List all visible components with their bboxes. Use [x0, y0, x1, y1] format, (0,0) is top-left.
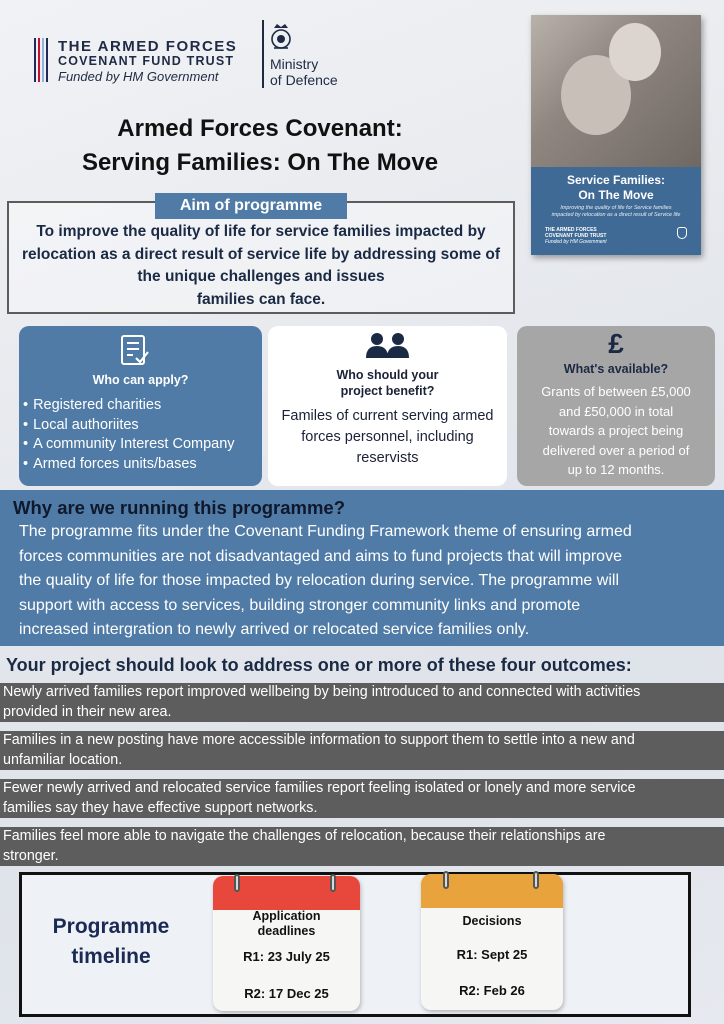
who-benefit-line2: forces personnel, including: [301, 429, 474, 445]
list-item: • A community Interest Company: [23, 435, 235, 455]
calendar-ring-icon: [234, 874, 240, 892]
application-r1: R1: 23 July 25: [243, 949, 330, 964]
whats-available-title: What's available?: [563, 362, 669, 376]
available-line4: delivered over a period of: [542, 442, 690, 458]
outcome-2-line1: Families in a new posting have more accessible information to support them to settle into a new and: [3, 732, 635, 748]
family-photo: [531, 15, 701, 167]
list-item: • Local authoriites: [23, 416, 235, 436]
outcomes-title: Your project should look to address one or more of these four outcomes:: [6, 655, 632, 675]
calendar-ring-icon: [443, 871, 449, 889]
pound-icon: £: [608, 328, 624, 359]
why-title: Why are we running this programme?: [13, 497, 346, 518]
cover-title-line2: On The Move: [578, 188, 654, 202]
outcome-4-line1: Families feel more able to navigate the challenges of relocation, because their relationships are: [3, 828, 606, 844]
outcome-item-3: [0, 779, 724, 818]
who-benefit-line3: reservists: [356, 450, 419, 466]
application-title: [213, 909, 360, 939]
application-title-line1: Application: [252, 909, 321, 923]
who-benefit-text: [268, 406, 507, 469]
whats-available-card: [517, 326, 715, 486]
cover-logo-line2: COVENANT FUND TRUST: [545, 233, 607, 239]
outcome-item-1: [0, 683, 724, 722]
who-benefit-title: [268, 367, 507, 399]
who-benefit-title-line1: Who should your: [336, 368, 439, 382]
outcome-4-line2: stronger.: [3, 847, 59, 864]
available-line5: up to 12 months.: [567, 462, 665, 477]
who-benefit-title-line2: project benefit?: [340, 384, 435, 398]
title-line2: Serving Families: On The Move: [81, 149, 439, 176]
timeline-title-line1: Programme: [52, 915, 170, 938]
why-text: [19, 520, 719, 643]
application-r2: R2: 17 Dec 25: [244, 986, 329, 1001]
mod-logo: [262, 20, 362, 92]
decisions-r2: R2: Feb 26: [459, 983, 525, 998]
who-can-apply-title: Who can apply?: [92, 373, 189, 387]
cover-logo: [545, 227, 607, 245]
flag-stripes: [34, 38, 48, 82]
aim-label: Aim of programme: [155, 193, 347, 219]
cover-crest-icon: [677, 227, 687, 239]
outcome-3-line2: families say they have effective support networks.: [3, 799, 318, 816]
trust-funded-text: Funded by HM Government: [58, 69, 219, 84]
checklist-icon: [120, 334, 150, 366]
aim-text: [8, 221, 514, 311]
decisions-r1: R1: Sept 25: [456, 947, 528, 962]
title-line1: Armed Forces Covenant:: [117, 115, 403, 142]
cover-title: [531, 173, 701, 203]
list-item: • Registered charities: [23, 396, 235, 416]
who-benefit-card: [268, 326, 507, 486]
cover-subtitle: [537, 205, 695, 219]
timeline-title: [46, 912, 176, 972]
calendar-ring-icon: [330, 874, 336, 892]
list-item: • Armed forces units/bases: [23, 455, 235, 475]
available-line1: Grants of between £5,000: [541, 384, 691, 399]
whats-available-text: [517, 382, 715, 480]
calendar-ring-icon: [533, 871, 539, 889]
application-deadlines-calendar: [213, 876, 360, 1011]
page-title: [30, 112, 490, 180]
cover-logo-line3: Funded by HM Government: [545, 239, 607, 245]
eligibility-list: [23, 396, 235, 474]
cover-subtitle-line1: Improving the quality of life for Service families: [560, 205, 672, 211]
outcome-1-line1: Newly arrived families report improved wellbeing by being introduced to and connected with activities: [3, 684, 641, 700]
aim-line4: families can face.: [196, 290, 326, 308]
mod-line1: Ministry: [270, 56, 319, 72]
outcome-1-line2: provided in their new area.: [3, 703, 172, 720]
trust-name-line2: COVENANT FUND TRUST: [58, 54, 235, 68]
aim-line3: the unique challenges and issues: [137, 268, 385, 285]
crest-icon: [270, 22, 292, 52]
outcome-item-4: [0, 827, 724, 866]
application-title-line2: deadlines: [257, 924, 316, 938]
cover-logo-line1: THE ARMED FORCES: [545, 227, 597, 233]
outcome-2-line2: unfamiliar location.: [3, 751, 123, 768]
available-line3: towards a project being: [548, 423, 684, 438]
cover-subtitle-line2: impacted by relocation as a direct result of Service life: [551, 212, 681, 218]
mod-divider: [262, 20, 264, 88]
brochure-cover: [531, 15, 701, 255]
mod-line2: of Defence: [270, 72, 338, 88]
available-line2: and £50,000 in total: [558, 403, 674, 419]
outcome-3-line1: Fewer newly arrived and relocated service families report feeling isolated or lonely and more service: [3, 780, 636, 796]
why-line1: The programme fits under the Covenant Funding Framework theme of ensuring armed: [19, 523, 632, 540]
afcft-logo: [34, 38, 254, 88]
mod-name: [270, 56, 338, 88]
why-line3: the quality of life for those impacted by relocation during service. The programme will: [19, 572, 619, 589]
decisions-title: Decisions: [462, 914, 522, 928]
why-line4: support with access to services, building stronger community links and promote: [19, 596, 581, 614]
timeline-title-line2: timeline: [71, 945, 151, 968]
who-benefit-line1: Familes of current serving armed: [281, 408, 494, 424]
aim-line2: relocation as a direct result of service life by addressing some of: [21, 245, 501, 263]
why-line2: forces communities are not disadvantaged and aims to fund projects that will improve: [19, 547, 622, 565]
why-line5: increased intergration to newly arrived or relocated service families only.: [19, 621, 530, 638]
aim-line1: To improve the quality of life for service families impacted by: [36, 223, 486, 240]
trust-name-line1: THE ARMED FORCES: [58, 38, 238, 55]
people-icon: [365, 332, 411, 358]
cover-title-line1: Service Families:: [566, 173, 666, 187]
outcome-item-2: [0, 731, 724, 770]
decisions-calendar: [421, 874, 563, 1010]
who-can-apply-card: [19, 326, 262, 486]
